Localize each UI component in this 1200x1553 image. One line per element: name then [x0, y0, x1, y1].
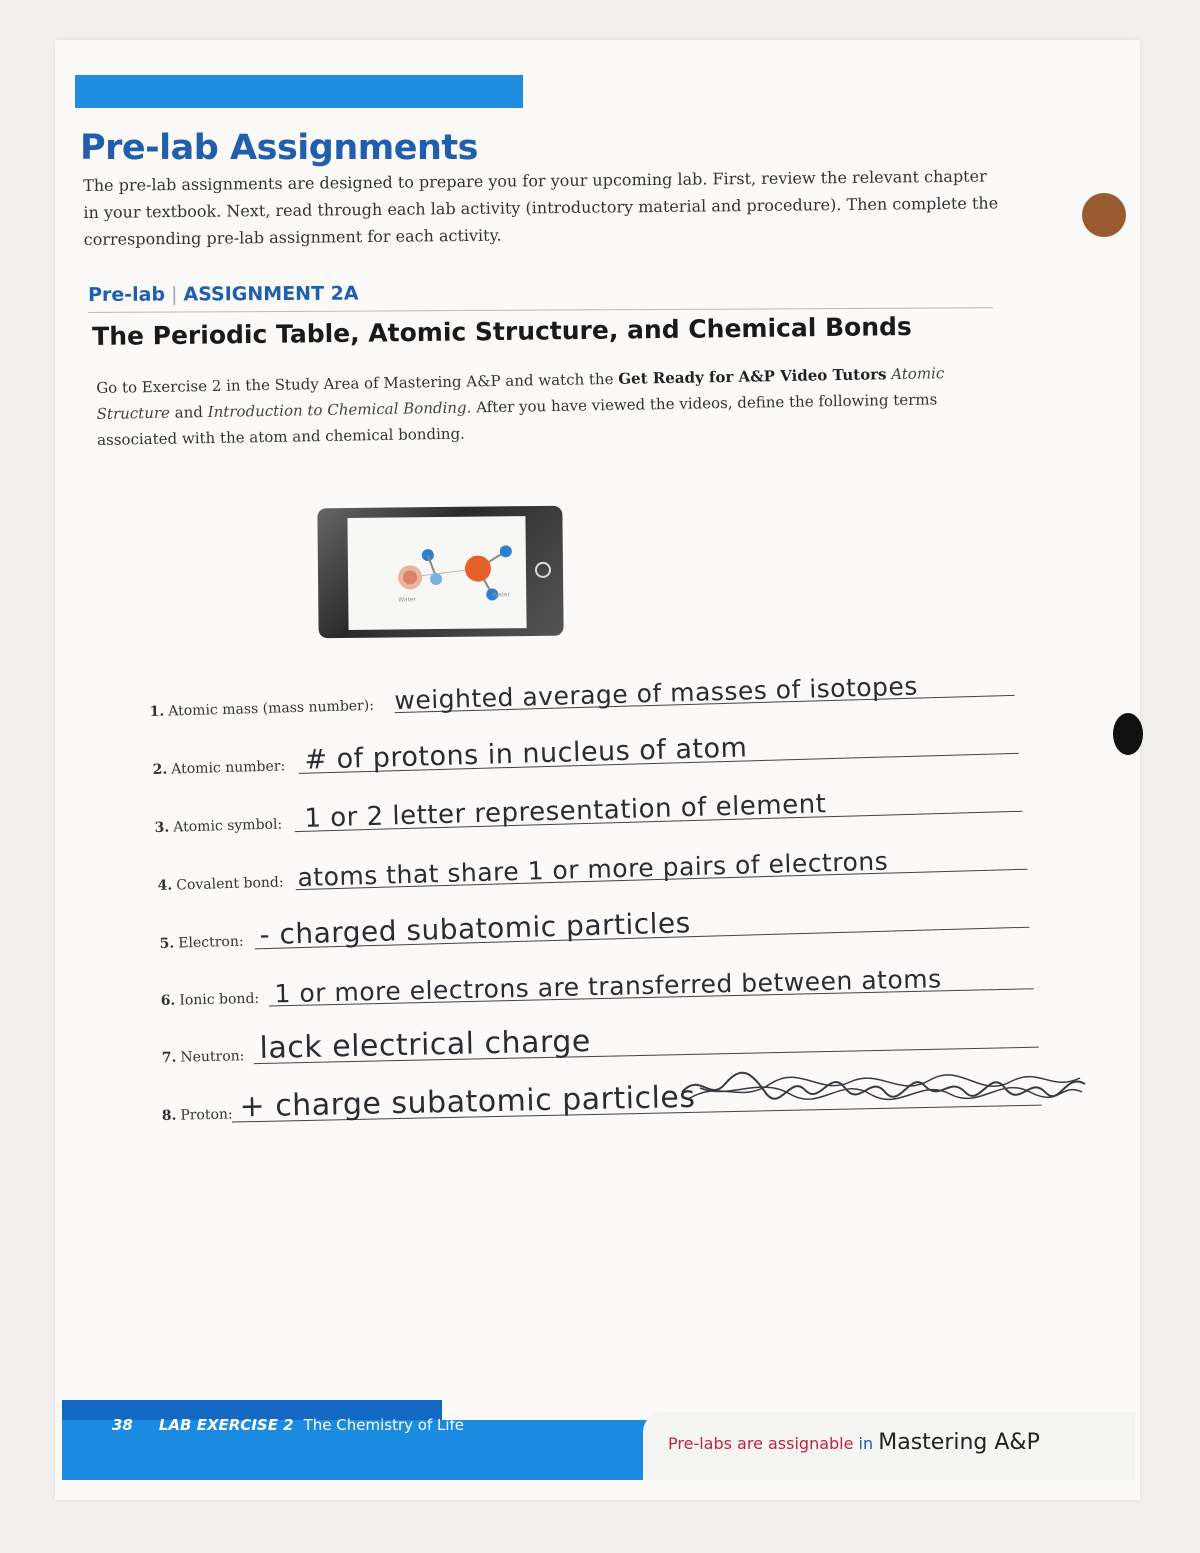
footer-brand: Mastering A&P: [878, 1430, 1040, 1455]
footer-chapter: The Chemistry of Life: [303, 1416, 465, 1434]
handwritten-answer: atoms that share 1 or more pairs of electrons: [297, 846, 889, 893]
definition-row-5: [159, 892, 1032, 956]
definition-row-1: [149, 660, 1020, 724]
page-title: Pre-lab Assignments: [80, 128, 478, 168]
scribbled-out-text: [680, 1062, 1090, 1112]
assignment-header: Pre-lab | ASSIGNMENT 2A: [88, 279, 993, 313]
assignment-label: ASSIGNMENT 2A: [183, 282, 359, 306]
handwritten-answer: lack electrical charge: [259, 1024, 592, 1066]
term-label: 2. Atomic number:: [152, 758, 286, 779]
term-label: 3. Atomic symbol:: [154, 816, 283, 837]
definition-row-3: [154, 776, 1025, 840]
term-label: 6. Ionic bond:: [160, 990, 260, 1010]
definition-row-2: [152, 718, 1023, 782]
page-number: 38: [112, 1416, 133, 1434]
handwritten-answer: + charge subatomic particles: [239, 1079, 696, 1125]
footer-promo-text: Pre-labs are assignable: [668, 1434, 854, 1453]
term-label: 4. Covalent bond:: [157, 874, 284, 895]
instructions-italic-1: Atomic Structure: [96, 364, 945, 423]
instructions-and: and: [169, 403, 208, 422]
handwritten-answer: weighted average of masses of isotopes: [394, 671, 919, 716]
instructions-text-b: After you have viewed the videos, define the following terms associated with the atom and chemical bonding.: [96, 390, 938, 449]
caption-left: Water: [398, 596, 417, 604]
assignment-prefix: Pre-lab: [88, 283, 166, 306]
term-label: 5. Electron:: [159, 933, 244, 953]
footer-promo-in: in: [853, 1434, 879, 1453]
instructions-bold: Get Ready for A&P Video Tutors: [618, 365, 887, 388]
term-label: 7. Neutron:: [161, 1048, 245, 1067]
handwritten-answer: - charged subatomic particles: [258, 906, 692, 952]
intro-paragraph: The pre-lab assignments are designed to prepare you for your upcoming lab. First, review the relevant chapter in your textbook. Next, read through each lab activity (introductory material and procedure). Then complete the corresponding pre-lab assignment for each activity.: [83, 166, 999, 249]
footer-exercise: LAB EXERCISE 2: [158, 1416, 294, 1434]
definition-row-4: [157, 834, 1030, 898]
footer-promo: [668, 1430, 1040, 1455]
instructions-italic-2: Introduction to Chemical Bonding.: [207, 398, 472, 422]
handwritten-answer: 1 or 2 letter representation of element: [304, 789, 827, 834]
section-title: The Periodic Table, Atomic Structure, and Chemical Bonds: [92, 311, 912, 351]
footer-chapter-info: [112, 1416, 464, 1434]
handwritten-answer: 1 or more electrons are transferred between atoms: [274, 964, 942, 1009]
caption-right: Water: [492, 591, 511, 599]
instructions-text-a: Go to Exercise 2 in the Study Area of Mastering A&P and watch the: [96, 369, 619, 397]
handwritten-answer: # of protons in nucleus of atom: [304, 732, 748, 776]
term-label: 8. Proton:: [161, 1106, 233, 1125]
term-label: 1. Atomic mass (mass number):: [149, 697, 375, 721]
definition-row-6: [160, 953, 1037, 1013]
